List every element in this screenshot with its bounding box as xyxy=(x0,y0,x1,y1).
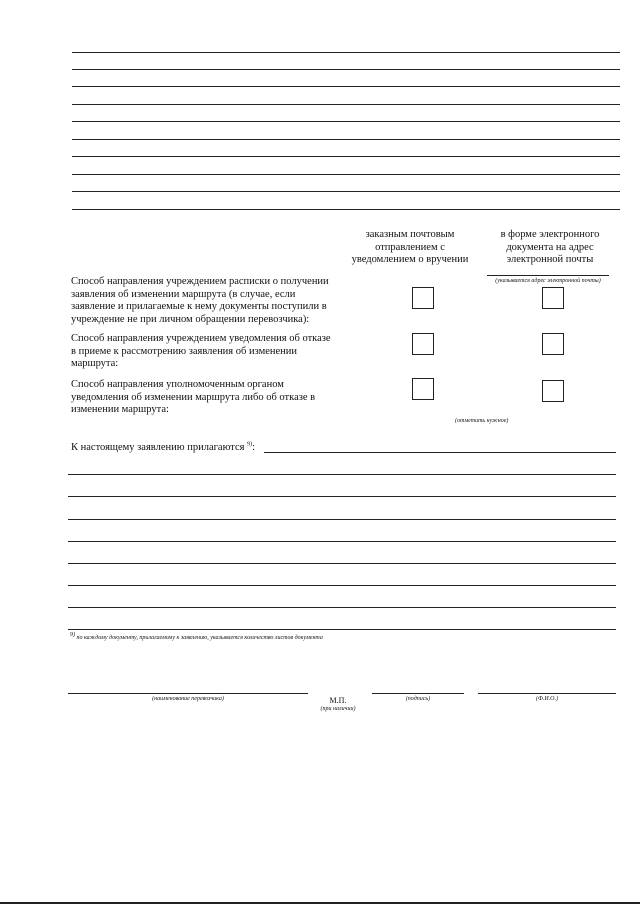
page-bottom-border xyxy=(0,902,640,904)
carrier-name-caption: (наименование перевозчика) xyxy=(152,696,224,702)
signature-caption: (подпись) xyxy=(405,696,431,702)
question-route-change-notice-method: Способ направления уполномоченным органом уведомления об изменении маршрута либо об отказе в изменении маршрута: xyxy=(71,379,316,415)
checkbox-q1-electronic[interactable] xyxy=(542,287,564,309)
full-name-caption: (Ф.И.О.) xyxy=(536,696,558,702)
stamp-note: (при наличии) xyxy=(320,706,356,712)
question-refusal-notice-method: Способ направления учреждением уведомления об отказе в приеме к рассмотрению заявления об изменении маршрута: xyxy=(71,333,331,369)
mark-required-hint: (отметить нужное) xyxy=(455,418,509,424)
footnote-mark: 9) xyxy=(70,632,75,638)
stamp-label: М.П. xyxy=(329,696,347,705)
signature-line[interactable] xyxy=(372,693,464,694)
checkbox-q2-registered-mail[interactable] xyxy=(412,333,434,355)
question-receipt-method: Способ направления учреждением расписки о получении заявления об изменении маршрута (в случае, если заявление и прилагаемые к нему документы поступили в учреждение не при личном обращении перевозчика): xyxy=(71,276,329,325)
attachments-footnote-mark: 9) xyxy=(247,441,253,448)
column-header-electronic: в форме электронного документа на адрес электронной почты xyxy=(500,229,600,265)
checkbox-q3-electronic[interactable] xyxy=(542,380,564,402)
attachments-label: К настоящему заявлению прилагаются $^{9)}$: xyxy=(71,441,256,453)
email-hint: (указывается адрес электронной почты) xyxy=(495,278,601,284)
carrier-name-line[interactable] xyxy=(68,693,308,694)
footnote: $^{9)}$ по каждому документу, прилагаемому к заявлению, указывается количество листов документа xyxy=(70,632,323,641)
checkbox-q1-registered-mail[interactable] xyxy=(412,287,434,309)
column-header-registered-mail: заказным почтовым отправлением с уведомлением о вручении xyxy=(351,229,469,265)
full-name-line[interactable] xyxy=(478,693,616,694)
attachments-first-line[interactable] xyxy=(264,452,616,453)
email-address-line[interactable] xyxy=(487,275,609,276)
checkbox-q2-electronic[interactable] xyxy=(542,333,564,355)
checkbox-q3-registered-mail[interactable] xyxy=(412,378,434,400)
